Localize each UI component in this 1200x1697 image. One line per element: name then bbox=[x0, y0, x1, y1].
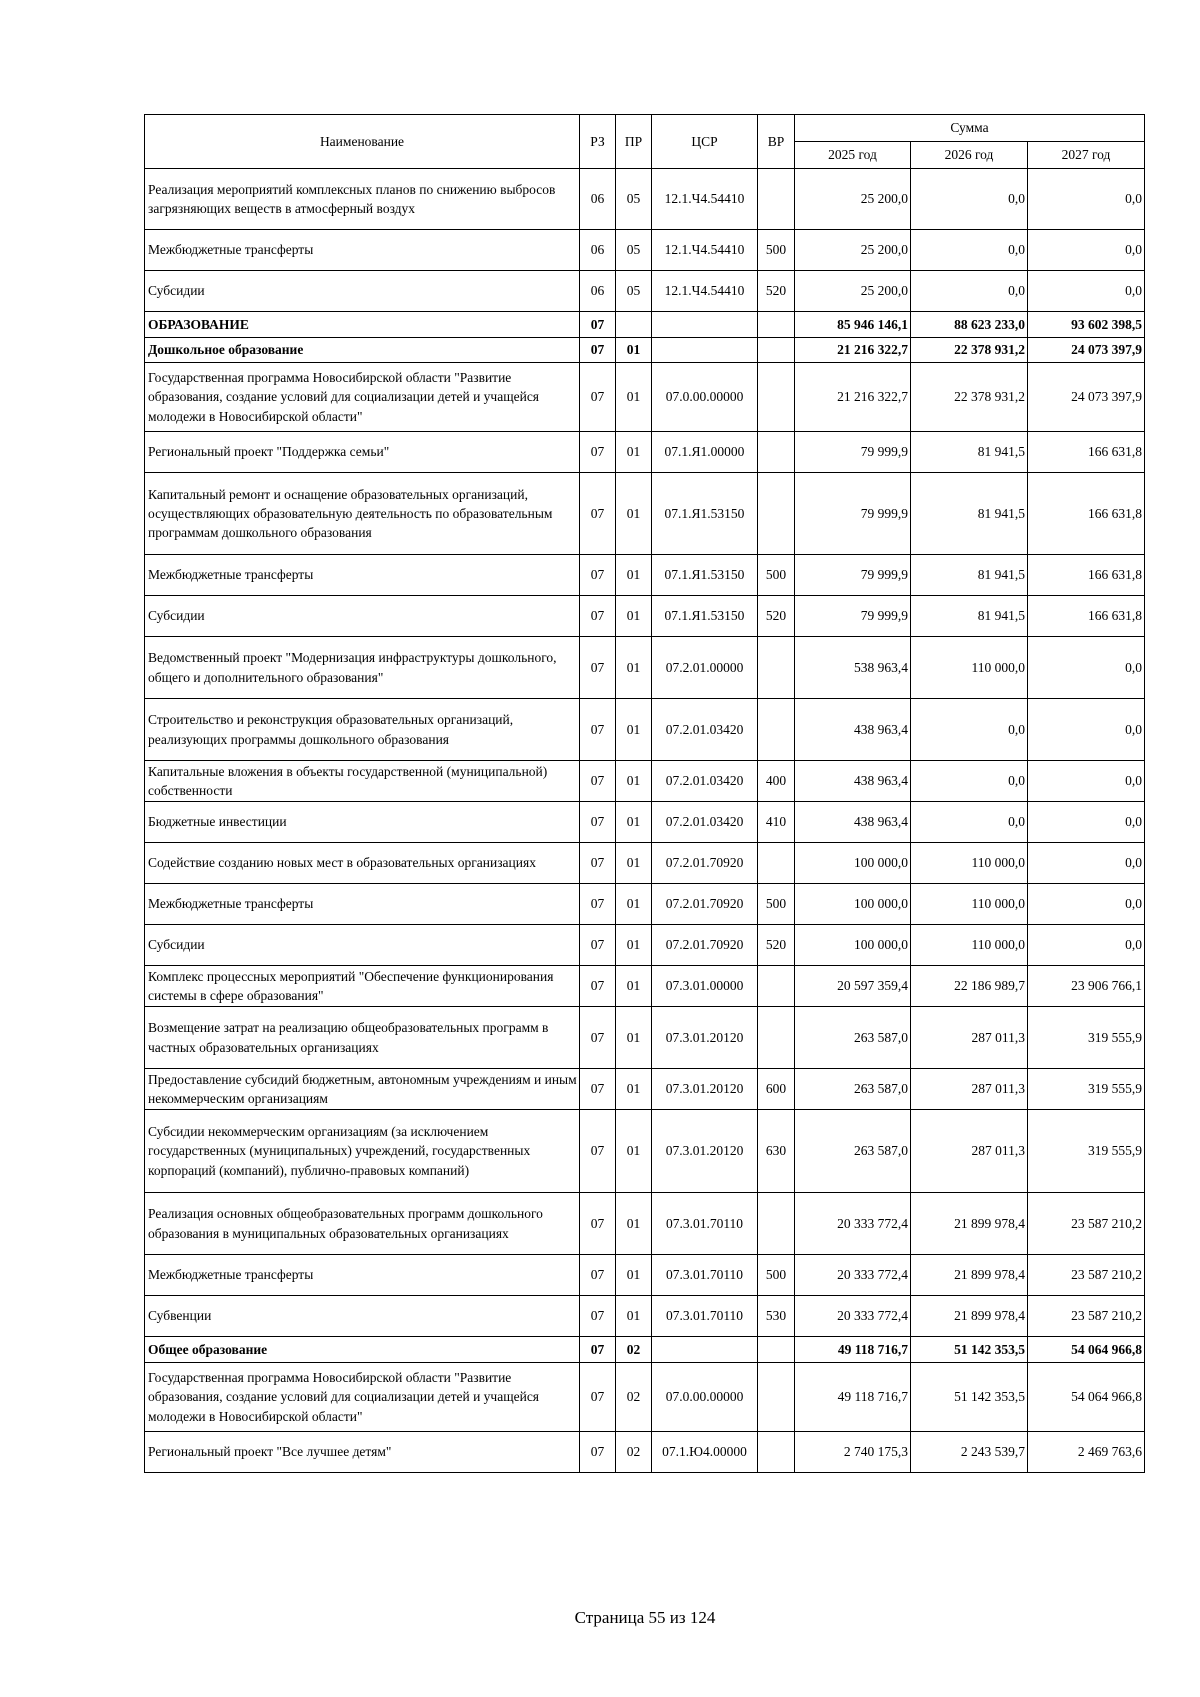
cell-y2026: 287 011,3 bbox=[911, 1069, 1028, 1110]
cell-rz: 07 bbox=[580, 555, 616, 596]
cell-csr: 07.2.01.70920 bbox=[652, 843, 758, 884]
cell-csr: 07.0.00.00000 bbox=[652, 363, 758, 432]
cell-y2025: 79 999,9 bbox=[795, 432, 911, 473]
cell-name: Содействие созданию новых мест в образовательных организациях bbox=[145, 843, 580, 884]
cell-y2027: 0,0 bbox=[1028, 271, 1145, 312]
cell-rz: 07 bbox=[580, 338, 616, 363]
cell-name: Капитальный ремонт и оснащение образовательных организаций, осуществляющих образовательную деятельность по образовательным программам дошкольного образования bbox=[145, 473, 580, 555]
table-row bbox=[145, 884, 1145, 925]
cell-y2026: 110 000,0 bbox=[911, 884, 1028, 925]
cell-rz: 07 bbox=[580, 761, 616, 802]
cell-name: Межбюджетные трансферты bbox=[145, 884, 580, 925]
cell-rz: 07 bbox=[580, 699, 616, 761]
cell-vr bbox=[758, 1007, 795, 1069]
cell-csr: 07.0.00.00000 bbox=[652, 1363, 758, 1432]
table-body bbox=[145, 169, 1145, 1473]
cell-y2026: 110 000,0 bbox=[911, 925, 1028, 966]
table-row bbox=[145, 699, 1145, 761]
cell-name: Субсидии bbox=[145, 925, 580, 966]
cell-y2027: 24 073 397,9 bbox=[1028, 338, 1145, 363]
header-pr: ПР bbox=[616, 115, 652, 169]
cell-pr: 01 bbox=[616, 761, 652, 802]
cell-vr bbox=[758, 843, 795, 884]
cell-vr: 500 bbox=[758, 555, 795, 596]
cell-vr bbox=[758, 169, 795, 230]
cell-name: Реализация основных общеобразовательных программ дошкольного образования в муниципальных образовательных организациях bbox=[145, 1193, 580, 1255]
cell-y2026: 81 941,5 bbox=[911, 555, 1028, 596]
cell-y2025: 25 200,0 bbox=[795, 230, 911, 271]
table-row bbox=[145, 271, 1145, 312]
cell-name: Субсидии bbox=[145, 596, 580, 637]
cell-y2025: 21 216 322,7 bbox=[795, 338, 911, 363]
cell-y2026: 88 623 233,0 bbox=[911, 312, 1028, 338]
cell-rz: 07 bbox=[580, 1363, 616, 1432]
cell-y2025: 100 000,0 bbox=[795, 925, 911, 966]
cell-y2027: 23 587 210,2 bbox=[1028, 1296, 1145, 1337]
cell-rz: 07 bbox=[580, 473, 616, 555]
cell-pr: 01 bbox=[616, 637, 652, 699]
cell-y2025: 100 000,0 bbox=[795, 843, 911, 884]
cell-y2027: 319 555,9 bbox=[1028, 1007, 1145, 1069]
header-sum: Сумма bbox=[795, 115, 1145, 142]
cell-pr: 01 bbox=[616, 363, 652, 432]
cell-csr: 07.3.01.20120 bbox=[652, 1007, 758, 1069]
cell-csr: 07.2.01.70920 bbox=[652, 925, 758, 966]
cell-vr bbox=[758, 966, 795, 1007]
cell-name: Субвенции bbox=[145, 1296, 580, 1337]
cell-y2027: 319 555,9 bbox=[1028, 1110, 1145, 1193]
cell-name: Региональный проект "Все лучшее детям" bbox=[145, 1432, 580, 1473]
cell-y2025: 538 963,4 bbox=[795, 637, 911, 699]
cell-y2025: 100 000,0 bbox=[795, 884, 911, 925]
cell-y2026: 0,0 bbox=[911, 699, 1028, 761]
header-rz: РЗ bbox=[580, 115, 616, 169]
table-row bbox=[145, 761, 1145, 802]
cell-pr: 01 bbox=[616, 1255, 652, 1296]
cell-y2026: 0,0 bbox=[911, 230, 1028, 271]
cell-name: Реализация мероприятий комплексных планов по снижению выбросов загрязняющих веществ в атмосферный воздух bbox=[145, 169, 580, 230]
cell-y2025: 263 587,0 bbox=[795, 1007, 911, 1069]
cell-csr: 07.1.Я1.53150 bbox=[652, 596, 758, 637]
cell-y2025: 438 963,4 bbox=[795, 699, 911, 761]
cell-csr: 07.3.01.20120 bbox=[652, 1069, 758, 1110]
cell-vr: 530 bbox=[758, 1296, 795, 1337]
cell-vr bbox=[758, 312, 795, 338]
cell-csr: 07.3.01.20120 bbox=[652, 1110, 758, 1193]
cell-rz: 07 bbox=[580, 1296, 616, 1337]
cell-csr: 07.3.01.70110 bbox=[652, 1193, 758, 1255]
cell-y2027: 319 555,9 bbox=[1028, 1069, 1145, 1110]
cell-rz: 07 bbox=[580, 637, 616, 699]
cell-rz: 07 bbox=[580, 1255, 616, 1296]
cell-y2025: 20 597 359,4 bbox=[795, 966, 911, 1007]
cell-vr: 520 bbox=[758, 271, 795, 312]
cell-pr: 01 bbox=[616, 1193, 652, 1255]
cell-csr bbox=[652, 312, 758, 338]
cell-rz: 07 bbox=[580, 1069, 616, 1110]
cell-pr bbox=[616, 312, 652, 338]
table-row bbox=[145, 843, 1145, 884]
cell-y2027: 54 064 966,8 bbox=[1028, 1363, 1145, 1432]
cell-y2026: 81 941,5 bbox=[911, 473, 1028, 555]
cell-csr: 07.1.Я1.53150 bbox=[652, 473, 758, 555]
cell-y2027: 166 631,8 bbox=[1028, 473, 1145, 555]
cell-name: Государственная программа Новосибирской области "Развитие образования, создание условий для социализации детей и учащейся молодежи в Новосибирской области" bbox=[145, 363, 580, 432]
cell-y2027: 0,0 bbox=[1028, 802, 1145, 843]
cell-rz: 07 bbox=[580, 1432, 616, 1473]
cell-y2027: 2 469 763,6 bbox=[1028, 1432, 1145, 1473]
cell-vr: 520 bbox=[758, 596, 795, 637]
cell-y2026: 81 941,5 bbox=[911, 432, 1028, 473]
cell-y2026: 110 000,0 bbox=[911, 637, 1028, 699]
cell-rz: 07 bbox=[580, 312, 616, 338]
cell-vr: 600 bbox=[758, 1069, 795, 1110]
cell-y2026: 0,0 bbox=[911, 761, 1028, 802]
cell-rz: 07 bbox=[580, 363, 616, 432]
cell-pr: 01 bbox=[616, 1007, 652, 1069]
cell-pr: 01 bbox=[616, 843, 652, 884]
cell-pr: 01 bbox=[616, 699, 652, 761]
cell-y2027: 54 064 966,8 bbox=[1028, 1337, 1145, 1363]
cell-y2025: 49 118 716,7 bbox=[795, 1337, 911, 1363]
cell-y2027: 0,0 bbox=[1028, 230, 1145, 271]
cell-y2025: 438 963,4 bbox=[795, 802, 911, 843]
cell-csr: 12.1.Ч4.54410 bbox=[652, 230, 758, 271]
table-row bbox=[145, 338, 1145, 363]
cell-y2027: 23 587 210,2 bbox=[1028, 1193, 1145, 1255]
cell-name: Капитальные вложения в объекты государственной (муниципальной) собственности bbox=[145, 761, 580, 802]
cell-y2027: 0,0 bbox=[1028, 169, 1145, 230]
cell-y2026: 287 011,3 bbox=[911, 1110, 1028, 1193]
cell-y2026: 110 000,0 bbox=[911, 843, 1028, 884]
table-row bbox=[145, 1337, 1145, 1363]
cell-name: Предоставление субсидий бюджетным, автономным учреждениям и иным некоммерческим организациям bbox=[145, 1069, 580, 1110]
cell-y2026: 2 243 539,7 bbox=[911, 1432, 1028, 1473]
cell-vr bbox=[758, 1432, 795, 1473]
header-year-2025: 2025 год bbox=[795, 142, 911, 169]
cell-y2026: 21 899 978,4 bbox=[911, 1296, 1028, 1337]
cell-rz: 06 bbox=[580, 169, 616, 230]
cell-vr: 630 bbox=[758, 1110, 795, 1193]
cell-name: Субсидии bbox=[145, 271, 580, 312]
cell-pr: 01 bbox=[616, 338, 652, 363]
cell-y2025: 79 999,9 bbox=[795, 596, 911, 637]
cell-pr: 05 bbox=[616, 271, 652, 312]
cell-pr: 02 bbox=[616, 1337, 652, 1363]
cell-pr: 01 bbox=[616, 884, 652, 925]
cell-y2025: 20 333 772,4 bbox=[795, 1296, 911, 1337]
table-row bbox=[145, 1296, 1145, 1337]
cell-csr bbox=[652, 1337, 758, 1363]
cell-rz: 07 bbox=[580, 1337, 616, 1363]
cell-name: Дошкольное образование bbox=[145, 338, 580, 363]
cell-y2026: 81 941,5 bbox=[911, 596, 1028, 637]
cell-rz: 07 bbox=[580, 1007, 616, 1069]
cell-y2026: 51 142 353,5 bbox=[911, 1337, 1028, 1363]
cell-name: Государственная программа Новосибирской области "Развитие образования, создание условий для социализации детей и учащейся молодежи в Новосибирской области" bbox=[145, 1363, 580, 1432]
cell-vr bbox=[758, 363, 795, 432]
cell-csr bbox=[652, 338, 758, 363]
cell-rz: 07 bbox=[580, 1193, 616, 1255]
cell-y2027: 0,0 bbox=[1028, 884, 1145, 925]
table-row bbox=[145, 432, 1145, 473]
cell-y2025: 25 200,0 bbox=[795, 169, 911, 230]
cell-y2025: 25 200,0 bbox=[795, 271, 911, 312]
cell-rz: 07 bbox=[580, 802, 616, 843]
table-row bbox=[145, 966, 1145, 1007]
cell-y2027: 0,0 bbox=[1028, 761, 1145, 802]
cell-y2027: 23 587 210,2 bbox=[1028, 1255, 1145, 1296]
header-name: Наименование bbox=[145, 115, 580, 169]
cell-csr: 12.1.Ч4.54410 bbox=[652, 271, 758, 312]
table-row bbox=[145, 1255, 1145, 1296]
cell-csr: 07.3.01.70110 bbox=[652, 1255, 758, 1296]
cell-csr: 07.2.01.03420 bbox=[652, 802, 758, 843]
cell-csr: 07.3.01.00000 bbox=[652, 966, 758, 1007]
cell-vr: 500 bbox=[758, 1255, 795, 1296]
page-number: Страница 55 из 124 bbox=[574, 1608, 716, 1627]
cell-rz: 07 bbox=[580, 596, 616, 637]
cell-y2027: 0,0 bbox=[1028, 637, 1145, 699]
cell-rz: 07 bbox=[580, 432, 616, 473]
budget-table bbox=[144, 114, 1145, 1473]
cell-name: Межбюджетные трансферты bbox=[145, 555, 580, 596]
cell-pr: 01 bbox=[616, 432, 652, 473]
cell-y2025: 263 587,0 bbox=[795, 1069, 911, 1110]
cell-rz: 07 bbox=[580, 884, 616, 925]
cell-y2026: 0,0 bbox=[911, 169, 1028, 230]
cell-rz: 06 bbox=[580, 271, 616, 312]
table-row bbox=[145, 1432, 1145, 1473]
cell-pr: 01 bbox=[616, 925, 652, 966]
table-row bbox=[145, 925, 1145, 966]
cell-pr: 02 bbox=[616, 1432, 652, 1473]
header-year-2027: 2027 год bbox=[1028, 142, 1145, 169]
table-row bbox=[145, 596, 1145, 637]
cell-vr: 500 bbox=[758, 230, 795, 271]
cell-csr: 07.2.01.03420 bbox=[652, 699, 758, 761]
table-row bbox=[145, 230, 1145, 271]
cell-y2026: 21 899 978,4 bbox=[911, 1255, 1028, 1296]
cell-y2027: 166 631,8 bbox=[1028, 555, 1145, 596]
cell-y2026: 51 142 353,5 bbox=[911, 1363, 1028, 1432]
cell-pr: 01 bbox=[616, 802, 652, 843]
cell-y2027: 23 906 766,1 bbox=[1028, 966, 1145, 1007]
cell-vr bbox=[758, 432, 795, 473]
cell-pr: 05 bbox=[616, 169, 652, 230]
cell-y2025: 438 963,4 bbox=[795, 761, 911, 802]
cell-vr bbox=[758, 1363, 795, 1432]
table-row bbox=[145, 1007, 1145, 1069]
cell-csr: 12.1.Ч4.54410 bbox=[652, 169, 758, 230]
cell-pr: 01 bbox=[616, 966, 652, 1007]
cell-rz: 07 bbox=[580, 1110, 616, 1193]
cell-y2027: 93 602 398,5 bbox=[1028, 312, 1145, 338]
cell-pr: 01 bbox=[616, 473, 652, 555]
cell-y2025: 85 946 146,1 bbox=[795, 312, 911, 338]
cell-csr: 07.1.Я1.00000 bbox=[652, 432, 758, 473]
cell-csr: 07.1.Ю4.00000 bbox=[652, 1432, 758, 1473]
cell-vr bbox=[758, 699, 795, 761]
table-row bbox=[145, 1069, 1145, 1110]
cell-rz: 07 bbox=[580, 843, 616, 884]
cell-pr: 01 bbox=[616, 1110, 652, 1193]
cell-csr: 07.2.01.00000 bbox=[652, 637, 758, 699]
cell-vr bbox=[758, 637, 795, 699]
cell-name: Межбюджетные трансферты bbox=[145, 230, 580, 271]
cell-vr: 400 bbox=[758, 761, 795, 802]
cell-name: Ведомственный проект "Модернизация инфраструктуры дошкольного, общего и дополнительного образования" bbox=[145, 637, 580, 699]
table-row bbox=[145, 1363, 1145, 1432]
cell-y2027: 166 631,8 bbox=[1028, 432, 1145, 473]
table-row bbox=[145, 1110, 1145, 1193]
cell-vr bbox=[758, 1337, 795, 1363]
cell-y2027: 166 631,8 bbox=[1028, 596, 1145, 637]
table-row bbox=[145, 473, 1145, 555]
cell-y2027: 0,0 bbox=[1028, 699, 1145, 761]
table-row bbox=[145, 555, 1145, 596]
cell-y2025: 2 740 175,3 bbox=[795, 1432, 911, 1473]
table-row bbox=[145, 637, 1145, 699]
cell-name: Возмещение затрат на реализацию общеобразовательных программ в частных образовательных организациях bbox=[145, 1007, 580, 1069]
cell-pr: 01 bbox=[616, 555, 652, 596]
cell-csr: 07.2.01.03420 bbox=[652, 761, 758, 802]
cell-name: ОБРАЗОВАНИЕ bbox=[145, 312, 580, 338]
cell-csr: 07.1.Я1.53150 bbox=[652, 555, 758, 596]
cell-name: Бюджетные инвестиции bbox=[145, 802, 580, 843]
cell-y2026: 22 378 931,2 bbox=[911, 338, 1028, 363]
table-row bbox=[145, 169, 1145, 230]
cell-name: Строительство и реконструкция образовательных организаций, реализующих программы дошкольного образования bbox=[145, 699, 580, 761]
cell-y2026: 22 186 989,7 bbox=[911, 966, 1028, 1007]
cell-rz: 07 bbox=[580, 966, 616, 1007]
table-row bbox=[145, 363, 1145, 432]
cell-y2027: 24 073 397,9 bbox=[1028, 363, 1145, 432]
table-row bbox=[145, 312, 1145, 338]
cell-pr: 01 bbox=[616, 1069, 652, 1110]
cell-vr: 520 bbox=[758, 925, 795, 966]
cell-y2025: 79 999,9 bbox=[795, 473, 911, 555]
cell-pr: 05 bbox=[616, 230, 652, 271]
cell-pr: 01 bbox=[616, 596, 652, 637]
cell-name: Межбюджетные трансферты bbox=[145, 1255, 580, 1296]
cell-vr: 410 bbox=[758, 802, 795, 843]
cell-name: Комплекс процессных мероприятий "Обеспечение функционирования системы в сфере образования" bbox=[145, 966, 580, 1007]
cell-rz: 06 bbox=[580, 230, 616, 271]
cell-y2025: 20 333 772,4 bbox=[795, 1193, 911, 1255]
cell-y2026: 287 011,3 bbox=[911, 1007, 1028, 1069]
cell-name: Общее образование bbox=[145, 1337, 580, 1363]
cell-vr bbox=[758, 1193, 795, 1255]
table-row bbox=[145, 1193, 1145, 1255]
cell-y2025: 49 118 716,7 bbox=[795, 1363, 911, 1432]
cell-rz: 07 bbox=[580, 925, 616, 966]
cell-vr bbox=[758, 473, 795, 555]
cell-name: Региональный проект "Поддержка семьи" bbox=[145, 432, 580, 473]
cell-y2027: 0,0 bbox=[1028, 925, 1145, 966]
table-row bbox=[145, 802, 1145, 843]
cell-csr: 07.2.01.70920 bbox=[652, 884, 758, 925]
cell-y2025: 79 999,9 bbox=[795, 555, 911, 596]
cell-csr: 07.3.01.70110 bbox=[652, 1296, 758, 1337]
cell-vr: 500 bbox=[758, 884, 795, 925]
cell-y2025: 21 216 322,7 bbox=[795, 363, 911, 432]
cell-y2026: 21 899 978,4 bbox=[911, 1193, 1028, 1255]
cell-name: Субсидии некоммерческим организациям (за исключением государственных (муниципальных) учреждений, государственных корпораций (компаний), публично-правовых компаний) bbox=[145, 1110, 580, 1193]
header-vr: ВР bbox=[758, 115, 795, 169]
header-csr: ЦСР bbox=[652, 115, 758, 169]
cell-y2027: 0,0 bbox=[1028, 843, 1145, 884]
header-year-2026: 2026 год bbox=[911, 142, 1028, 169]
cell-vr bbox=[758, 338, 795, 363]
cell-y2026: 0,0 bbox=[911, 802, 1028, 843]
cell-pr: 01 bbox=[616, 1296, 652, 1337]
cell-y2025: 263 587,0 bbox=[795, 1110, 911, 1193]
cell-pr: 02 bbox=[616, 1363, 652, 1432]
cell-y2026: 22 378 931,2 bbox=[911, 363, 1028, 432]
cell-y2026: 0,0 bbox=[911, 271, 1028, 312]
cell-y2025: 20 333 772,4 bbox=[795, 1255, 911, 1296]
